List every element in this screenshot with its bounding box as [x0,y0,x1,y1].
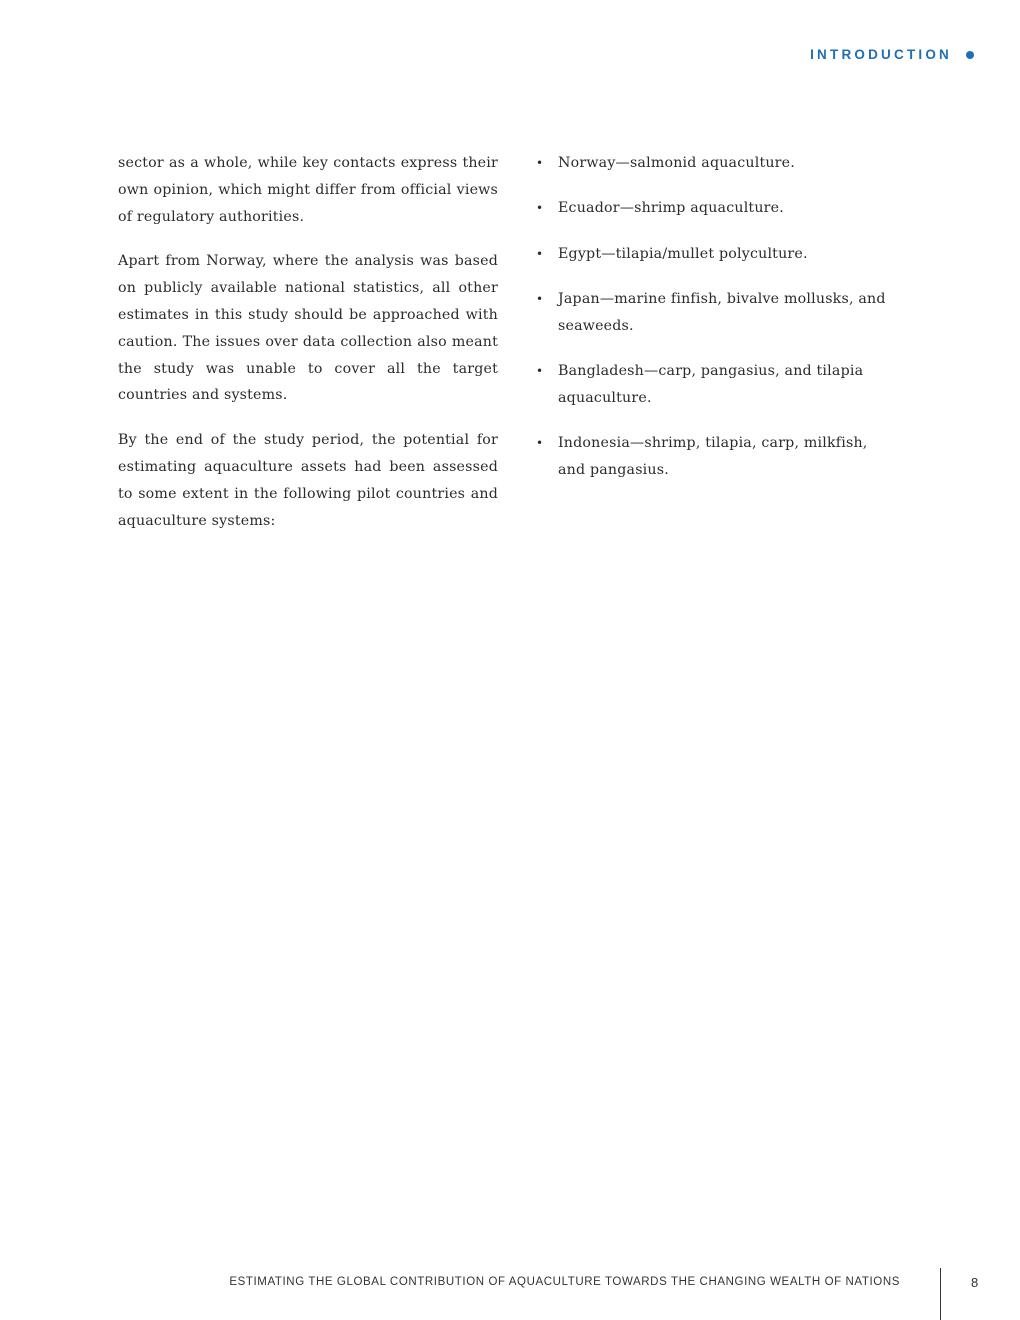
list-item-text: Indonesia—shrimp, tilapia, carp, milkfish, and pangasius. [558,435,868,478]
page-number: 8 [971,1275,979,1290]
paragraph-3: By the end of the study period, the potential for estimating aquaculture assets had been assessed to some extent in the following pilot countries and aquaculture systems: [118,432,498,529]
bullet-icon: • [536,363,544,378]
list-item-text: Egypt—tilapia/mullet polyculture. [558,245,808,262]
list-item-indonesia [536,430,886,484]
list-item-text: Bangladesh—carp, pangasius, and tilapia aquaculture. [558,362,864,406]
list-item-text: Ecuador—shrimp aquaculture. [558,200,784,217]
paragraph-2: Apart from Norway, where the analysis was based on publicly available national statistics, all other estimates in this study should be approached with caution. The issues over data collection also meant the study was unable to cover all the target countries and systems. [118,253,498,404]
bullet-icon: • [536,156,544,170]
list-item-norway [536,150,886,177]
list-item-bangladesh [536,358,886,412]
list-item-text: Norway—salmonid aquaculture. [558,155,795,171]
footer-divider [940,1268,941,1320]
paragraph-1: sector as a whole, while key contacts express their own opinion, which might differ from official views of regulatory authorities. [118,155,498,225]
bullet-icon: • [536,436,544,451]
section-dot-icon [966,51,974,59]
right-column [536,150,886,502]
pilot-countries-list [536,150,886,484]
list-item-text: Japan—marine finfish, bivalve mollusks, and seaweeds. [558,290,886,334]
left-column [118,150,498,552]
list-item-egypt [536,241,886,268]
bullet-icon: • [536,291,544,306]
bullet-icon: • [536,246,544,261]
running-header [810,47,974,62]
list-item-japan [536,286,886,340]
footer-document-title: ESTIMATING THE GLOBAL CONTRIBUTION OF AQUACULTURE TOWARDS THE CHANGING WEALTH OF NATIONS [229,1276,900,1288]
bullet-icon: • [536,201,544,216]
section-label: INTRODUCTION [810,47,952,62]
list-item-ecuador [536,195,886,222]
